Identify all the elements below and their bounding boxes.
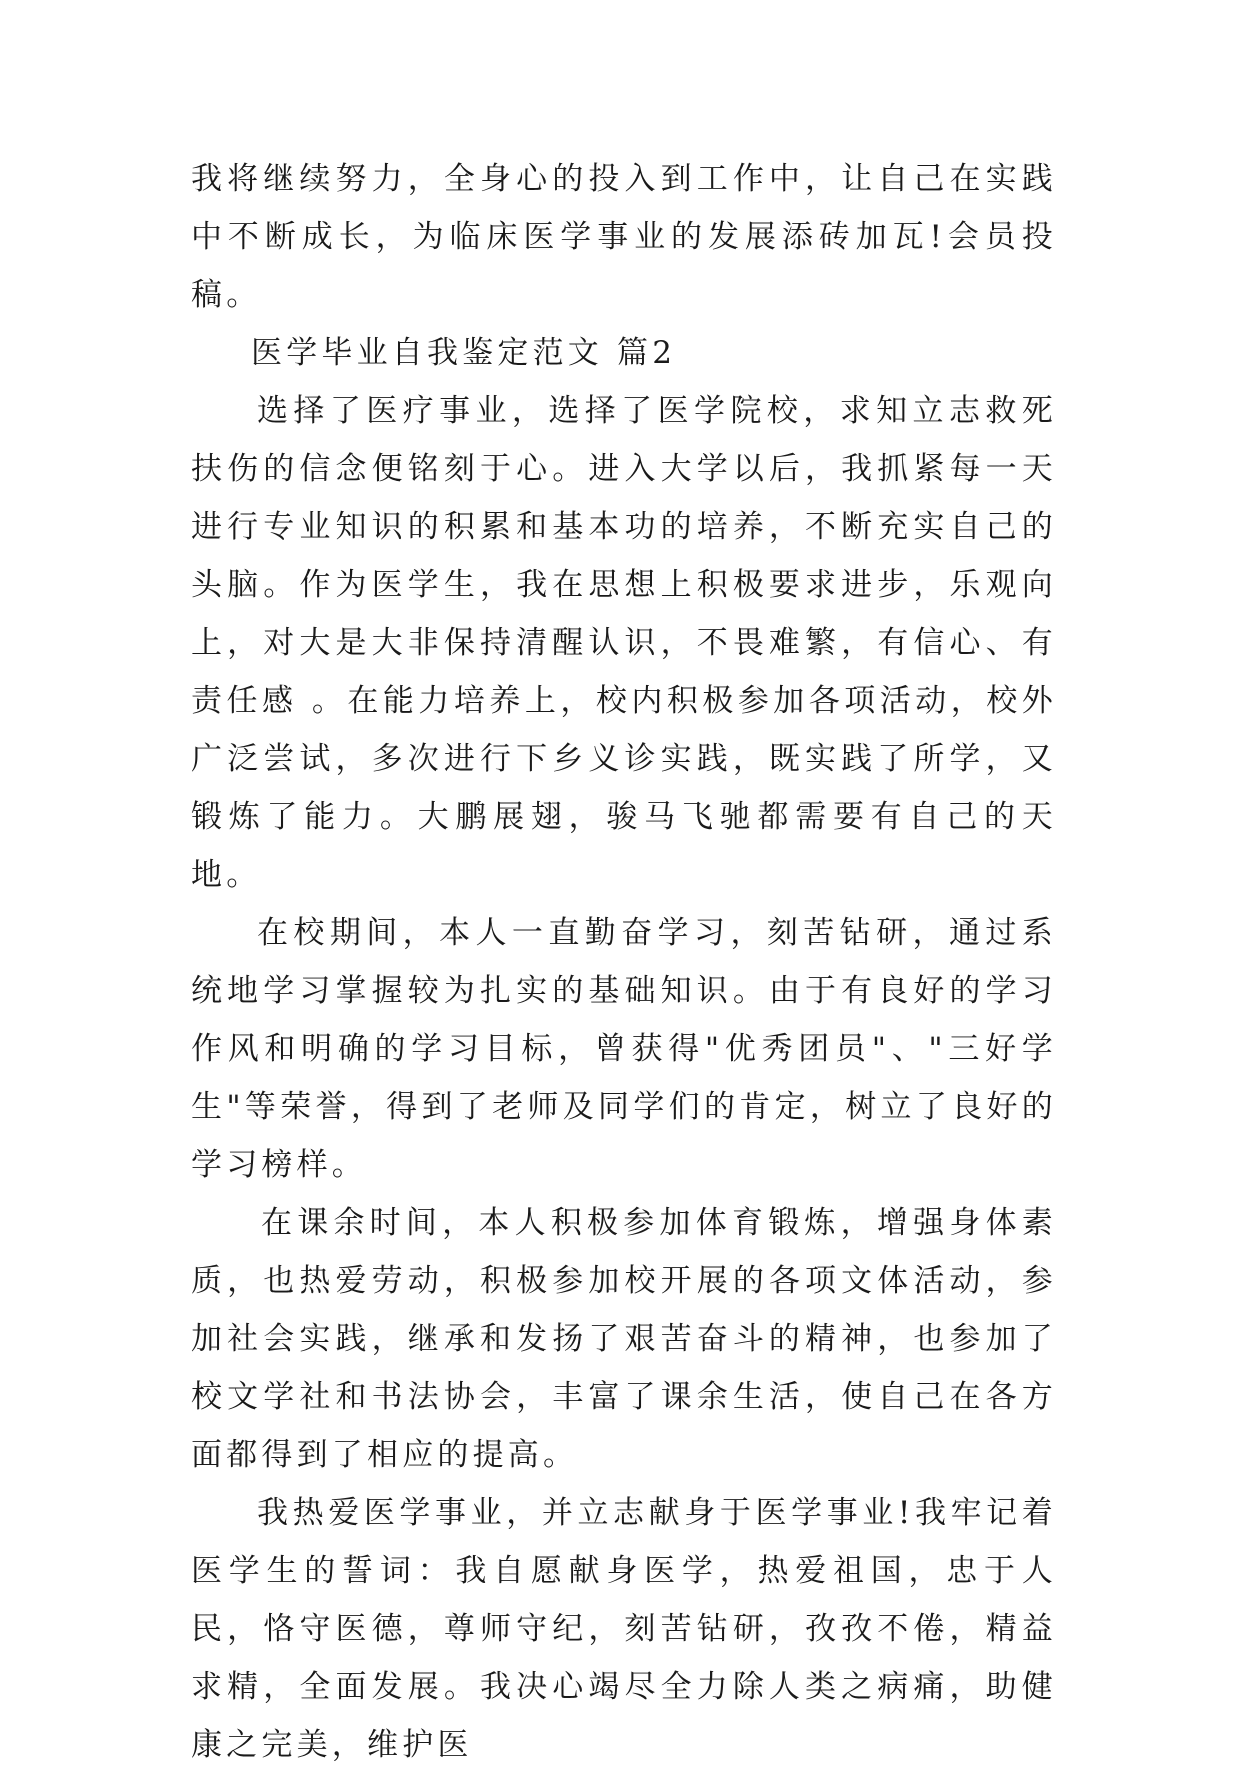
- paragraph: 我热爱医学事业，并立志献身于医学事业!我牢记着医学生的誓词：我自愿献身医学，热爱祖国，忠于人民，恪守医德，尊师守纪，刻苦钻研，孜孜不倦，精益求精，全面发展。我决心竭尽全力除人类之病痛，助健康之完美，维护医: [191, 1495, 1057, 1763]
- paragraph: 选择了医疗事业，选择了医学院校，求知立志救死扶伤的信念便铭刻于心。进入大学以后，我抓紧每一天进行专业知识的积累和基本功的培养，不断充实自己的头脑。作为医学生，我在思想上积极要求进步，乐观向上，对大是大非保持清醒认识，不畏难繁，有信心、有责任感 。在能力培养上，校内积极参加各项活动，校外广泛尝试，多次进行下乡义诊实践，既实践了所学，又锻炼了能力。大鹏展翅，骏马飞驰都需要有自己的天地。: [191, 393, 1057, 893]
- section-heading: 医学毕业自我鉴定范文 篇2: [251, 335, 677, 371]
- paragraph: 在校期间，本人一直勤奋学习，刻苦钻研，通过系统地学习掌握较为扎实的基础知识。由于有良好的学习作风和明确的学习目标，曾获得"优秀团员"、"三好学生"等荣誉，得到了老师及同学们的肯定，树立了良好的学习榜样。: [191, 915, 1057, 1183]
- paragraph: 在课余时间，本人积极参加体育锻炼，增强身体素质，也热爱劳动，积极参加校开展的各项文体活动，参加社会实践，继承和发扬了艰苦奋斗的精神，也参加了校文学社和书法协会，丰富了课余生活，使自己在各方面都得到了相应的提高。: [191, 1205, 1057, 1473]
- paragraph-continuation: 我将继续努力，全身心的投入到工作中，让自己在实践中不断成长，为临床医学事业的发展添砖加瓦!会员投稿。: [191, 161, 1057, 313]
- document-body: [191, 150, 1057, 1774]
